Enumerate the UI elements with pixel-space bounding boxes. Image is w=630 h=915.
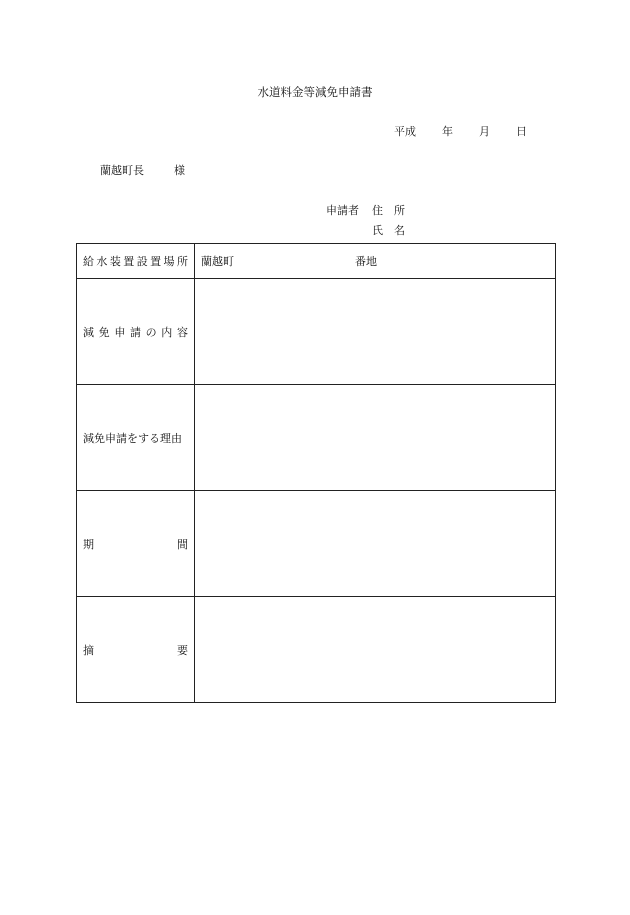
reason-label: [77, 385, 195, 491]
content-field[interactable]: [195, 279, 556, 385]
label-char: の: [145, 325, 157, 339]
date-era: 平成: [394, 125, 416, 138]
applicant-name-row: [372, 225, 405, 236]
applicant-name-label-char: 氏: [372, 224, 383, 237]
applicant-name-label-char: 名: [394, 224, 405, 237]
label-char: 水: [96, 255, 108, 268]
applicant-address-row: [326, 205, 405, 216]
label-char: 給: [83, 255, 94, 268]
period-field[interactable]: [195, 491, 556, 597]
table-row-remarks: [77, 597, 556, 703]
label-char: 免: [98, 325, 110, 339]
label-char: 容: [176, 325, 188, 339]
label-char: 内: [161, 325, 173, 339]
addressee-honorific: 様: [174, 164, 185, 177]
label-char: 請: [129, 325, 141, 339]
table-row-location: [77, 244, 556, 279]
label-char: 所: [176, 255, 188, 268]
label-char: 摘: [83, 643, 94, 657]
applicant-address-label-char: 住: [372, 204, 383, 217]
location-lot-suffix: 番地: [355, 255, 377, 268]
date-year-label: 年: [442, 125, 453, 138]
reason-label-text: 減免申請をする理由: [83, 431, 182, 445]
addressee-town-head: 蘭越町長: [100, 164, 144, 177]
content-label: [77, 279, 195, 385]
label-char: 減: [83, 325, 94, 339]
label-char: 設: [136, 255, 148, 268]
date-day-label: 日: [516, 125, 527, 138]
document-title: 水道料金等減免申請書: [257, 85, 373, 99]
remarks-label: [77, 597, 195, 703]
label-char: 期: [83, 537, 94, 551]
label-char: 要: [177, 643, 188, 657]
date-month-label: 月: [479, 125, 490, 138]
label-char: 間: [177, 537, 188, 551]
label-char: 場: [163, 255, 175, 268]
location-label: [77, 244, 195, 279]
label-char: 装: [109, 255, 121, 268]
addressee: [100, 165, 185, 176]
location-field[interactable]: [195, 244, 556, 279]
table-row-period: [77, 491, 556, 597]
remarks-field[interactable]: [195, 597, 556, 703]
applicant-address-label-char: 所: [394, 204, 405, 217]
applicant-label: 申請者: [326, 204, 359, 217]
location-town: 蘭越町: [201, 255, 234, 268]
table-row-content: [77, 279, 556, 385]
table-row-reason: [77, 385, 556, 491]
label-char: 申: [114, 325, 126, 339]
date-line: [394, 126, 527, 137]
reason-field[interactable]: [195, 385, 556, 491]
period-label: [77, 491, 195, 597]
label-char: 置: [150, 255, 162, 268]
application-form-table: [76, 243, 556, 703]
label-char: 置: [123, 255, 135, 268]
